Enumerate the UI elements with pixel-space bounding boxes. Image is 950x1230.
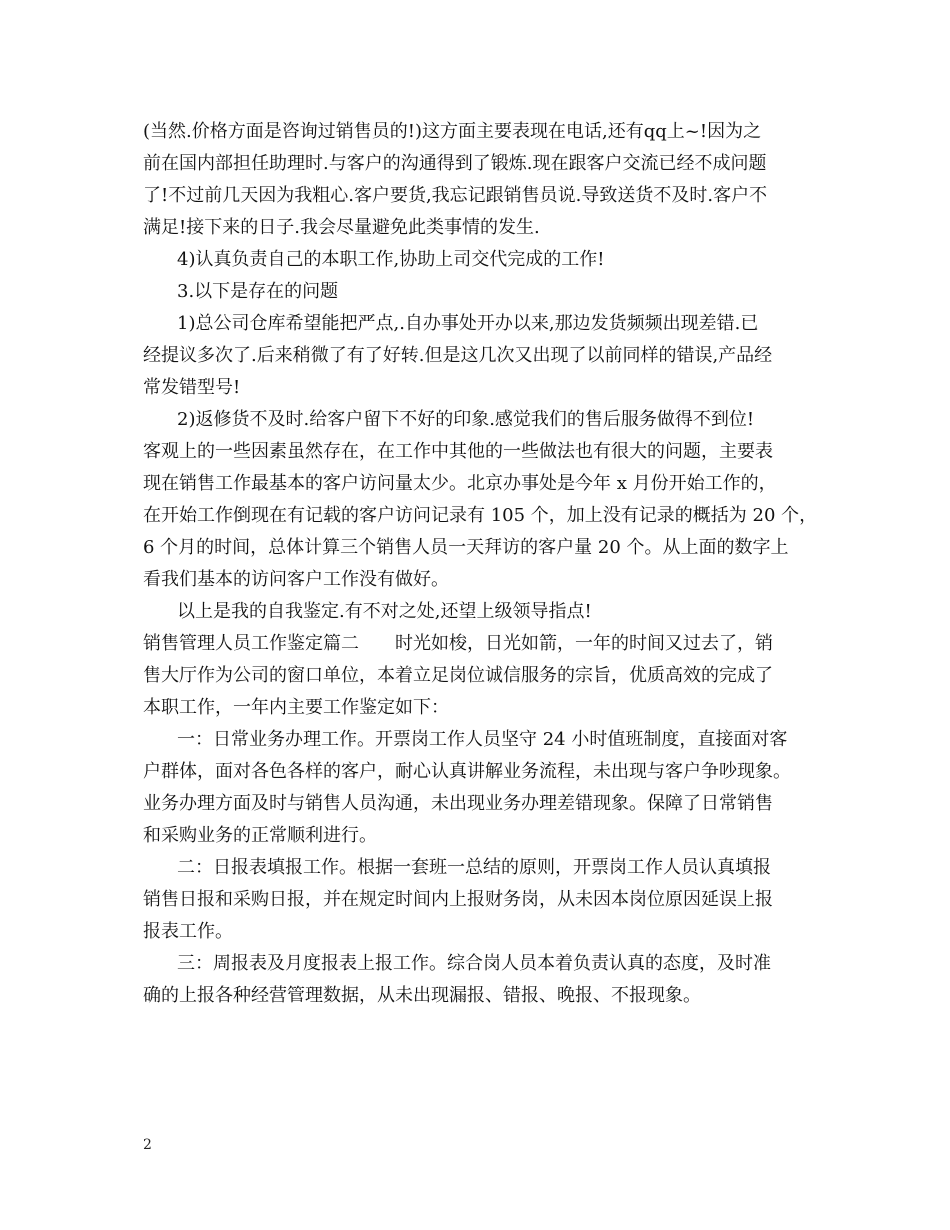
text-line: 2)返修货不及时.给客户留下不好的印象.感觉我们的售后服务做得不到位! bbox=[177, 409, 755, 430]
text-line: 一：日常业务办理工作。开票岗工作人员坚守 24 小时值班制度，直接面对客 bbox=[177, 729, 788, 750]
text-line: 1)总公司仓库希望能把严点,.自办事处开办以来,那边发货频频出现差错.已 bbox=[177, 313, 759, 334]
text-line: 和采购业务的正常顺利进行。 bbox=[143, 825, 377, 846]
text-line: 经提议多次了.后来稍微了有了好转.但是这几次又出现了以前同样的错误,产品经 bbox=[143, 345, 773, 366]
page-number: 2 bbox=[143, 1137, 152, 1153]
text-line: 三：周报表及月度报表上报工作。综合岗人员本着负责认真的态度，及时准 bbox=[177, 953, 771, 974]
text-line: 报表工作。 bbox=[143, 921, 233, 942]
text-line: 二：日报表填报工作。根据一套班一总结的原则，开票岗工作人员认真填报 bbox=[177, 857, 771, 878]
text-line: 看我们基本的访问客户工作没有做好。 bbox=[143, 569, 449, 590]
text-line: 了!不过前几天因为我粗心.客户要货,我忘记跟销售员说.导致送货不及时.客户不 bbox=[143, 185, 768, 206]
text-line: 售大厅作为公司的窗口单位，本着立足岗位诚信服务的宗旨，优质高效的完成了 bbox=[143, 665, 773, 686]
text-line: 确的上报各种经营管理数据，从未出现漏报、错报、晚报、不报现象。 bbox=[143, 985, 701, 1006]
text-line: 销售日报和采购日报，并在规定时间内上报财务岗，从未因本岗位原因延误上报 bbox=[143, 889, 773, 910]
text-line: 本职工作，一年内主要工作鉴定如下： bbox=[143, 697, 449, 718]
text-line: (当然.价格方面是咨询过销售员的!)这方面主要表现在电话,还有qq上~!因为之 bbox=[143, 121, 762, 142]
section-heading-line: 销售管理人员工作鉴定篇二 时光如梭，日光如箭，一年的时间又过去了，销 bbox=[143, 633, 773, 654]
text-line: 以上是我的自我鉴定.有不对之处,还望上级领导指点! bbox=[177, 601, 592, 622]
text-line: 在开始工作倒现在有记载的客户访问记录有 105 个，加上没有记录的概括为 20 个， bbox=[143, 505, 818, 526]
text-line: 4)认真负责自己的本职工作,协助上司交代完成的工作! bbox=[177, 249, 605, 270]
text-line: 户群体，面对各色各样的客户，耐心认真讲解业务流程，未出现与客户争吵现象。 bbox=[143, 761, 791, 782]
text-line: 6 个月的时间，总体计算三个销售人员一天拜访的客户量 20 个。从上面的数字上 bbox=[143, 537, 789, 558]
text-line: 客观上的一些因素虽然存在，在工作中其他的一些做法也有很大的问题，主要表 bbox=[143, 441, 773, 462]
document-body bbox=[143, 116, 818, 1012]
text-line: 现在销售工作最基本的客户访问量太少。北京办事处是今年 x 月份开始工作的， bbox=[143, 473, 777, 494]
text-line: 3.以下是存在的问题 bbox=[177, 281, 339, 302]
text-line: 前在国内部担任助理时.与客户的沟通得到了锻炼.现在跟客户交流已经不成问题 bbox=[143, 153, 767, 174]
text-line: 常发错型号! bbox=[143, 377, 241, 398]
text-line: 满足!接下来的日子.我会尽量避免此类事情的发生. bbox=[143, 217, 540, 238]
text-line: 业务办理方面及时与销售人员沟通，未出现业务办理差错现象。保障了日常销售 bbox=[143, 793, 773, 814]
